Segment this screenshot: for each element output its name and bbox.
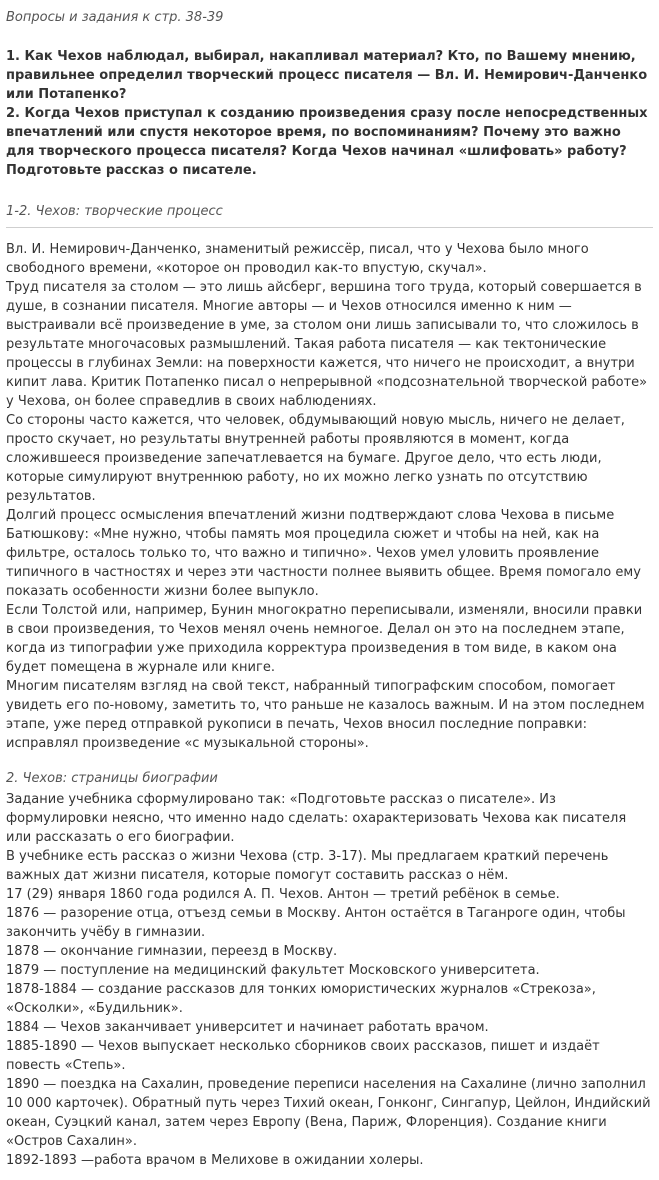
timeline-item: 1878-1884 — создание рассказов для тонких юмористических журналов «Стрекоза», «Осколки», «Будильник». [6,982,596,1016]
paragraph: Задание учебника сформулировано так: «Подготовьте рассказ о писателе». Из формулировки неясно, что именно надо сделать: охарактеризовать Чехова как писателя или рассказать о его биографии. [6,792,627,845]
paragraph: Долгий процесс осмысления впечатлений жизни подтверждают слова Чехова в письме Батюшкову: «Мне нужно, чтобы память моя процедила сюжет и чтобы на ней, как на фильтре, осталось только то, что важно и типично». Чехов умел уловить проявление типичного в частностях и через эти частности полнее выявить общее. Время помогало ему показать особенности жизни более выпукло. [6,508,641,599]
section-title-biography: 2. Чехов: страницы биографии [6,771,218,786]
question-1: 1. Как Чехов наблюдал, выбирал, накапливал материал? Кто, по Вашему мнению, правильнее определил творческий процесс писателя — Вл. И. Немирович-Данченко или Потапенко? [6,49,648,102]
timeline-item: 1890 — поездка на Сахалин, проведение переписи населения на Сахалине (лично заполнил 10 000 карточек). Обратный путь через Тихий океан, Гонконг, Сингапур, Цейлон, Индийский океан, Суэцкий канал, затем через Европу (Вена, Париж, Флоренция). Создание книги «Остров Сахалин». [6,1077,651,1149]
timeline-item: 17 (29) января 1860 года родился А. П. Чехов. Антон — третий ребёнок в семье. [6,887,560,902]
section-divider [6,227,653,228]
section-creative-process [6,202,653,753]
biography-timeline [6,885,653,1170]
timeline-item: 1885-1890 — Чехов выпускает несколько сборников своих рассказов, пишет и издаёт повесть «Степь». [6,1039,600,1073]
paragraph: Если Толстой или, например, Бунин многократно переписывали, изменяли, вносили правки в свои произведения, то Чехов менял очень немногое. Делал он это на последнем этапе, когда из типографии уже приходила корректура произведения в том виде, в каком она будет помещена в журнале или книге. [6,603,643,675]
questions-block [6,47,653,180]
question-2: 2. Когда Чехов приступал к созданию произведения сразу после непосредственных впечатлений или спустя некоторое время, по воспоминаниям? Почему это важно для творческого процесса писателя? Когда Чехов начинал «шлифовать» работу? Подготовьте рассказ о писателе. [6,106,648,178]
paragraph: Вл. И. Немирович-Данченко, знаменитый режиссёр, писал, что у Чехова было много свободного времени, «которое он проводил как-то впустую, скучал». [6,242,589,276]
section-title-creative-process: 1-2. Чехов: творческие процесс [6,204,223,219]
timeline-item: 1884 — Чехов заканчивает университет и начинает работать врачом. [6,1020,489,1035]
timeline-item: 1879 — поступление на медицинский факультет Московского университета. [6,963,540,978]
paragraph: Многим писателям взгляд на свой текст, набранный типографским способом, помогает увидеть его по-новому, заметить то, что раньше не казалось важным. И на этом последнем этапе, уже перед отправкой рукописи в печать, Чехов вносил последние поправки: исправлял произведение «с музыкальной стороны». [6,679,645,751]
timeline-item: 1892-1893 —работа врачом в Мелихове в ожидании холеры. [6,1153,424,1168]
page-header: Вопросы и задания к стр. 38-39 [6,10,224,25]
paragraph: Труд писателя за столом — это лишь айсберг, вершина того труда, который совершается в душе, в сознании писателя. Многие авторы — и Чехов относился именно к ним — выстраивали всё произведение в уме, за столом они лишь записывали то, что сложилось в результате многочасовых размышлений. Такая работа писателя — как тектонические процессы в глубинах Земли: на поверхности кажется, что ничего не происходит, а внутри кипит лава. Критик Потапенко писал о непрерывной «подсознательной творческой работе» у Чехова, он более справедлив в своих наблюдениях. [6,280,648,409]
paragraph: В учебнике есть рассказ о жизни Чехова (стр. 3-17). Мы предлагаем краткий перечень важных дат жизни писателя, которые помогут составить рассказ о нём. [6,849,609,883]
paragraph: Со стороны часто кажется, что человек, обдумывающий новую мысль, ничего не делает, просто скучает, но результаты внутренней работы проявляются в момент, когда сложившееся произведение запечатлевается на бумаге. Другое дело, что есть люди, которые симулируют внутреннюю работу, но их можно легко узнать по отсутствию результатов. [6,413,625,504]
section-biography [6,769,653,1170]
timeline-item: 1878 — окончание гимназии, переезд в Москву. [6,944,338,959]
timeline-item: 1876 — разорение отца, отъезд семьи в Москву. Антон остаётся в Таганроге один, чтобы закончить учёбу в гимназии. [6,906,626,940]
